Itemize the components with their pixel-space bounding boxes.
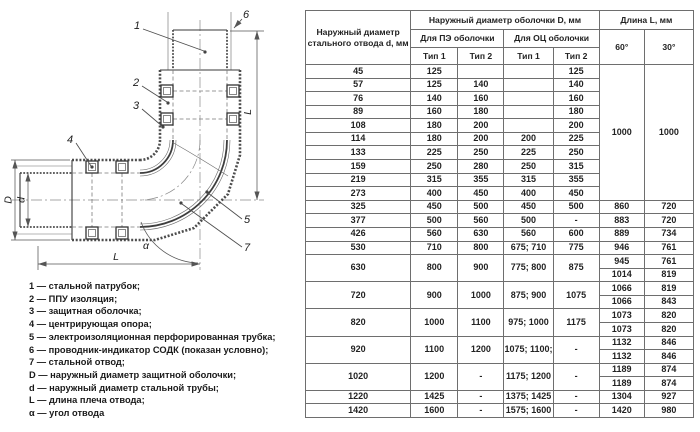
callout-3: 3 <box>132 100 140 112</box>
header-30deg: 30° <box>644 30 693 65</box>
callout-5: 5 <box>243 214 251 226</box>
cell-oc-type1: 450 <box>504 200 553 214</box>
cell-pe-type2: 900 <box>458 255 504 282</box>
cell-l30: 874 <box>644 363 693 377</box>
cell-l60: 945 <box>599 255 644 269</box>
cell-pe-type1: 450 <box>411 200 458 214</box>
cell-pe-type1: 500 <box>411 214 458 228</box>
cell-pe-type1: 1200 <box>411 363 458 390</box>
cell-pe-type1: 1600 <box>411 404 458 418</box>
table-row <box>306 241 694 255</box>
cell-d: 133 <box>306 146 411 160</box>
cell-l60: 1066 <box>599 282 644 296</box>
cell-pe-type2: 200 <box>458 132 504 146</box>
cell-l60: 1000 <box>599 65 644 201</box>
cell-pe-type2: 800 <box>458 241 504 255</box>
cell-l30: 820 <box>644 309 693 323</box>
cell-l30: 846 <box>644 350 693 364</box>
cell-pe-type1: 225 <box>411 146 458 160</box>
centering-support <box>227 113 239 125</box>
cell-pe-type2: 630 <box>458 227 504 241</box>
cell-d: 76 <box>306 92 411 106</box>
cell-oc-type1 <box>504 105 553 119</box>
cell-d: 1020 <box>306 363 411 390</box>
cell-l30: 980 <box>644 404 693 418</box>
callout-4: 4 <box>66 134 74 146</box>
cell-l30: 843 <box>644 295 693 309</box>
cell-l60: 1132 <box>599 336 644 350</box>
dim-label-L-bottom: L <box>113 251 119 263</box>
cell-pe-type1: 900 <box>411 282 458 309</box>
cell-oc-type1: 560 <box>504 227 553 241</box>
legend-item: d — наружный диаметр стальной трубы; <box>29 382 219 393</box>
legend-item: α — угол отвода <box>29 408 105 419</box>
cell-pe-type2: 1100 <box>458 309 504 336</box>
cell-d: 1220 <box>306 390 411 404</box>
cell-l60: 1189 <box>599 363 644 377</box>
cell-oc-type2: 450 <box>553 187 599 201</box>
cell-pe-type1: 800 <box>411 255 458 282</box>
cell-l60: 1014 <box>599 268 644 282</box>
cell-pe-type1: 1100 <box>411 336 458 363</box>
cell-l30: 1000 <box>644 65 693 201</box>
centering-support <box>86 227 98 239</box>
cell-l60: 946 <box>599 241 644 255</box>
cell-oc-type1: 225 <box>504 146 553 160</box>
cell-l30: 720 <box>644 200 693 214</box>
table-row <box>306 65 694 79</box>
header-jacket-diameter: Наружный диаметр оболочки D, мм <box>411 11 599 30</box>
legend-item: 7 — стальной отвод; <box>29 357 125 368</box>
cell-oc-type2: - <box>553 336 599 363</box>
cell-l60: 889 <box>599 227 644 241</box>
cell-pe-type2 <box>458 65 504 79</box>
dim-label-alpha: α <box>143 240 149 252</box>
cell-pe-type2: 250 <box>458 146 504 160</box>
cell-pe-type1: 125 <box>411 65 458 79</box>
header-pe-type1: Тип 1 <box>411 48 458 65</box>
cell-l30: 820 <box>644 322 693 336</box>
legend-item: 6 — проводник-индикатор СОДК (показан условно); <box>29 344 269 355</box>
legend-item: 1 — стальной патрубок; <box>29 281 140 291</box>
cell-l60: 1066 <box>599 295 644 309</box>
cell-oc-type1: 1175; 1200 <box>504 363 553 390</box>
cell-oc-type2: 500 <box>553 200 599 214</box>
cell-oc-type2: 775 <box>553 241 599 255</box>
legend-item: D — наружный диаметр защитной оболочки; <box>29 369 237 380</box>
table-row <box>306 282 694 296</box>
cell-d: 720 <box>306 282 411 309</box>
cell-oc-type2: 200 <box>553 119 599 133</box>
callouts <box>67 9 251 254</box>
cell-d: 426 <box>306 227 411 241</box>
cell-pe-type2: 160 <box>458 92 504 106</box>
cell-oc-type2: 250 <box>553 146 599 160</box>
cell-oc-type2: 600 <box>553 227 599 241</box>
cell-oc-type2: 225 <box>553 132 599 146</box>
cell-pe-type2: 200 <box>458 119 504 133</box>
cell-oc-type2: 180 <box>553 105 599 119</box>
legend-item: 4 — центрирующая опора; <box>29 319 152 330</box>
cell-oc-type2: - <box>553 390 599 404</box>
cell-l30: 720 <box>644 214 693 228</box>
cell-oc-type1 <box>504 78 553 92</box>
cell-pe-type1: 400 <box>411 187 458 201</box>
cell-oc-type2: 355 <box>553 173 599 187</box>
cell-pe-type2: 280 <box>458 160 504 174</box>
cell-pe-type2: 140 <box>458 78 504 92</box>
cell-pe-type2: 355 <box>458 173 504 187</box>
cell-pe-type2: 1000 <box>458 282 504 309</box>
cell-pe-type1: 125 <box>411 78 458 92</box>
cell-pe-type2: - <box>458 363 504 390</box>
cell-d: 630 <box>306 255 411 282</box>
cell-d: 530 <box>306 241 411 255</box>
cell-l30: 927 <box>644 390 693 404</box>
cell-pe-type1: 1000 <box>411 309 458 336</box>
cell-l30: 761 <box>644 255 693 269</box>
centering-support <box>116 161 128 173</box>
table-row <box>306 336 694 350</box>
cell-oc-type2: 315 <box>553 160 599 174</box>
cell-oc-type1: 1575; 1600 <box>504 404 553 418</box>
table-row <box>306 200 694 214</box>
cell-oc-type1: 200 <box>504 132 553 146</box>
legend-item: 3 — защитная оболочка; <box>29 306 142 317</box>
cell-oc-type1 <box>504 119 553 133</box>
callout-1: 1 <box>133 20 141 32</box>
cell-d: 1420 <box>306 404 411 418</box>
cell-pe-type2: 180 <box>458 105 504 119</box>
cell-pe-type1: 180 <box>411 132 458 146</box>
cell-d: 45 <box>306 65 411 79</box>
cell-oc-type2: - <box>553 214 599 228</box>
cell-d: 219 <box>306 173 411 187</box>
dim-label-d: d <box>15 197 28 203</box>
cell-oc-type1 <box>504 92 553 106</box>
table-row <box>306 404 694 418</box>
cell-pe-type1: 710 <box>411 241 458 255</box>
centering-support <box>227 85 239 97</box>
header-60deg: 60° <box>599 30 644 65</box>
cell-l30: 819 <box>644 268 693 282</box>
cell-d: 57 <box>306 78 411 92</box>
cell-oc-type2: 875 <box>553 255 599 282</box>
cell-d: 325 <box>306 200 411 214</box>
cell-l30: 846 <box>644 336 693 350</box>
header-steel-diameter: Наружный диаметр стального отвода d, мм <box>306 11 411 65</box>
cell-pe-type1: 180 <box>411 119 458 133</box>
cell-oc-type2: 160 <box>553 92 599 106</box>
cell-d: 377 <box>306 214 411 228</box>
header-oc-type2: Тип 2 <box>553 48 599 65</box>
centering-support <box>161 113 173 125</box>
centering-support <box>116 227 128 239</box>
bend <box>140 140 240 240</box>
table-row <box>306 363 694 377</box>
cell-l60: 1189 <box>599 377 644 391</box>
cell-oc-type2: 1075 <box>553 282 599 309</box>
cell-d: 273 <box>306 187 411 201</box>
cell-l60: 860 <box>599 200 644 214</box>
dim-label-D: D <box>2 196 15 204</box>
cell-l60: 1304 <box>599 390 644 404</box>
cell-oc-type1: 775; 800 <box>504 255 553 282</box>
cell-oc-type2: - <box>553 404 599 418</box>
cell-pe-type1: 160 <box>411 105 458 119</box>
header-oc-type1: Тип 1 <box>504 48 553 65</box>
header-length: Длина L, мм <box>599 11 693 30</box>
cell-oc-type2: - <box>553 363 599 390</box>
cell-oc-type1: 1075; 1100; <box>504 336 553 363</box>
callout-2: 2 <box>132 77 140 89</box>
dim-label-L-right: L <box>242 109 254 115</box>
cell-oc-type1: 675; 710 <box>504 241 553 255</box>
cell-pe-type2: 450 <box>458 187 504 201</box>
cell-oc-type1: 1375; 1425 <box>504 390 553 404</box>
legend <box>29 280 275 420</box>
cell-pe-type2: 1200 <box>458 336 504 363</box>
header-pe-jacket: Для ПЭ оболочки <box>411 30 504 48</box>
cell-l60: 883 <box>599 214 644 228</box>
header-pe-type2: Тип 2 <box>458 48 504 65</box>
callout-6: 6 <box>242 9 250 21</box>
legend-item: L — длина плеча отвода; <box>29 395 145 406</box>
table-row <box>306 309 694 323</box>
cell-oc-type1 <box>504 65 553 79</box>
cell-l60: 1132 <box>599 350 644 364</box>
table-row <box>306 390 694 404</box>
table-row <box>306 227 694 241</box>
table-row <box>306 255 694 269</box>
cell-d: 159 <box>306 160 411 174</box>
cell-oc-type1: 500 <box>504 214 553 228</box>
cell-pe-type2: - <box>458 404 504 418</box>
cell-oc-type1: 250 <box>504 160 553 174</box>
cell-pe-type1: 140 <box>411 92 458 106</box>
dimensions-table <box>305 10 694 418</box>
legend-item: 2 — ППУ изоляция; <box>29 293 118 304</box>
cell-oc-type1: 875; 900 <box>504 282 553 309</box>
dimension-d <box>16 173 29 227</box>
cell-d: 820 <box>306 309 411 336</box>
cell-pe-type2: 500 <box>458 200 504 214</box>
cell-oc-type1: 400 <box>504 187 553 201</box>
cell-oc-type2: 1175 <box>553 309 599 336</box>
cell-d: 89 <box>306 105 411 119</box>
cell-d: 920 <box>306 336 411 363</box>
callout-7: 7 <box>243 242 251 254</box>
cell-pe-type2: 560 <box>458 214 504 228</box>
cell-l30: 874 <box>644 377 693 391</box>
cell-l30: 734 <box>644 227 693 241</box>
cell-l60: 1420 <box>599 404 644 418</box>
cell-pe-type1: 1425 <box>411 390 458 404</box>
cell-d: 114 <box>306 132 411 146</box>
cell-l60: 1073 <box>599 322 644 336</box>
elbow-diagram <box>0 0 300 278</box>
cell-pe-type1: 250 <box>411 160 458 174</box>
cell-l60: 1073 <box>599 309 644 323</box>
cell-oc-type1: 315 <box>504 173 553 187</box>
header-oc-jacket: Для ОЦ оболочки <box>504 30 599 48</box>
cell-oc-type1: 975; 1000 <box>504 309 553 336</box>
cell-d: 108 <box>306 119 411 133</box>
cell-l30: 761 <box>644 241 693 255</box>
cell-l30: 819 <box>644 282 693 296</box>
table-row <box>306 214 694 228</box>
cell-oc-type2: 140 <box>553 78 599 92</box>
cell-oc-type2: 125 <box>553 65 599 79</box>
legend-item: 5 — электроизоляционная перфорированная трубка; <box>29 331 276 342</box>
table-header <box>306 11 694 65</box>
cell-pe-type2: - <box>458 390 504 404</box>
cell-pe-type1: 560 <box>411 227 458 241</box>
cell-pe-type1: 315 <box>411 173 458 187</box>
table-body <box>306 65 694 418</box>
centering-support <box>161 85 173 97</box>
